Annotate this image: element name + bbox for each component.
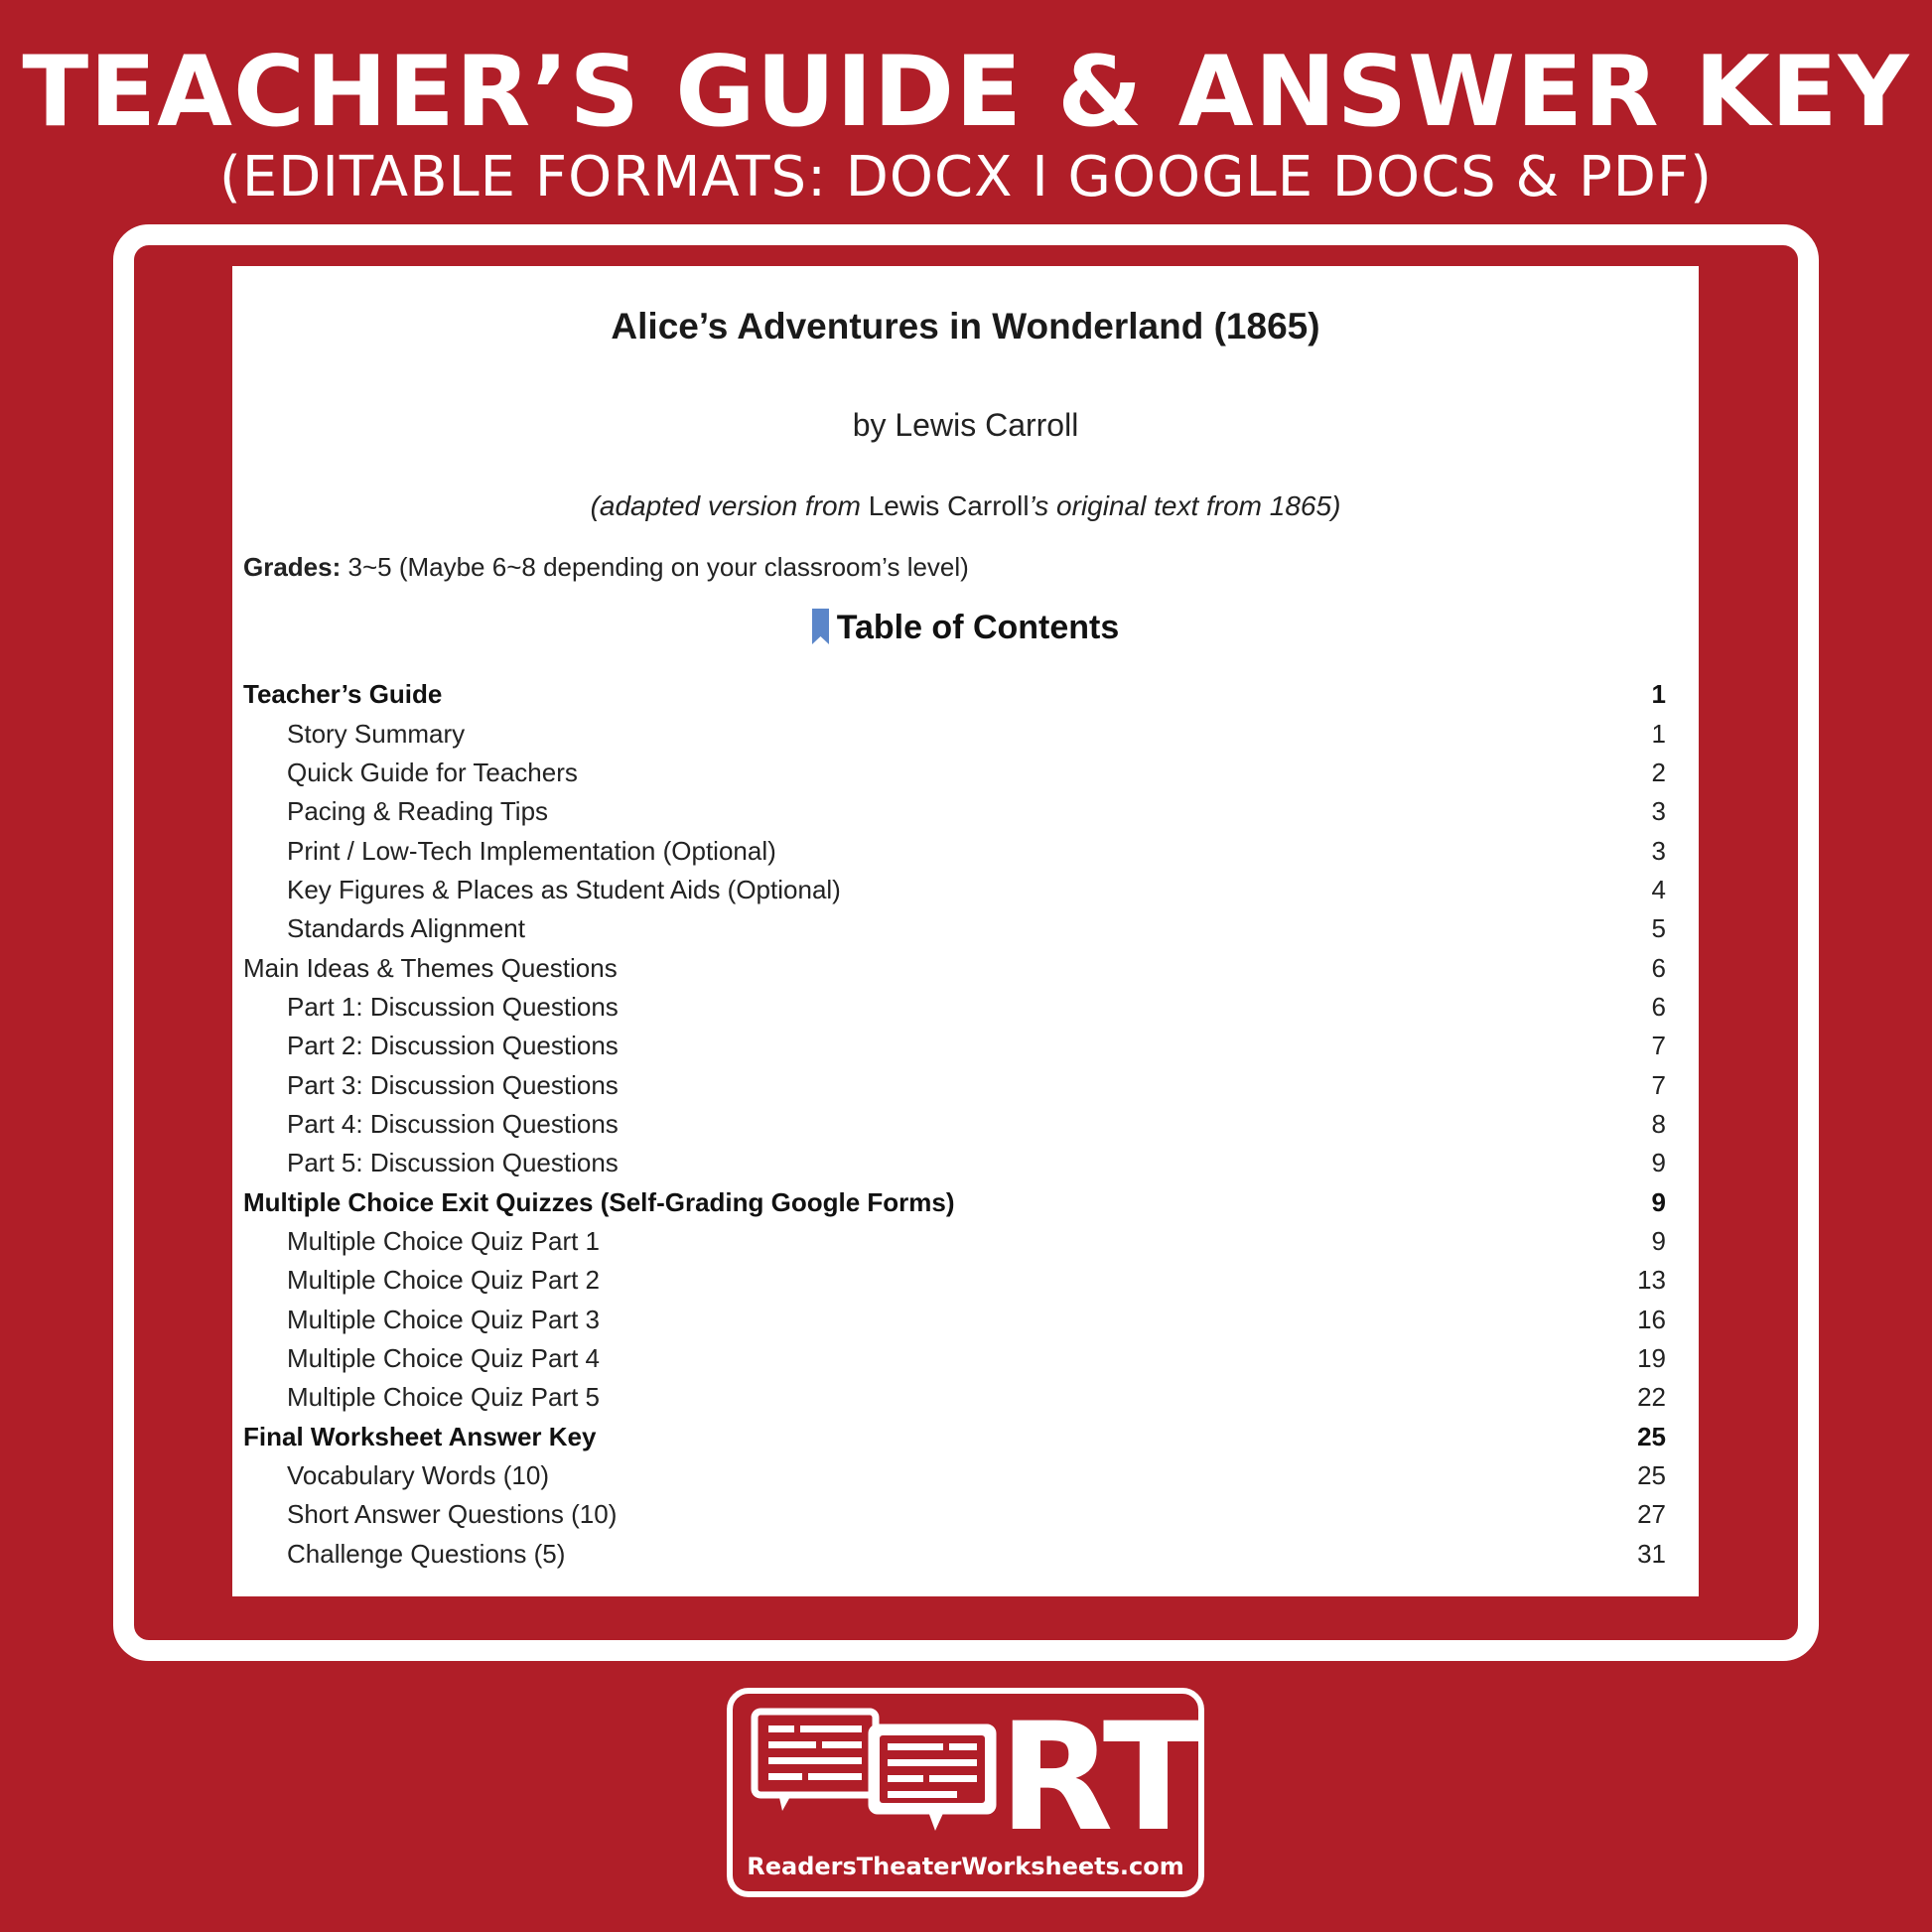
toc-entry-label: Multiple Choice Quiz Part 2 — [287, 1265, 601, 1296]
toc-entry-page: 19 — [1637, 1343, 1666, 1374]
toc-row — [243, 1144, 1666, 1182]
toc-entry-page: 22 — [1637, 1382, 1666, 1413]
toc-list — [243, 675, 1666, 1574]
toc-entry-label: Final Worksheet Answer Key — [243, 1421, 597, 1451]
toc-entry-page: 9 — [1651, 1225, 1666, 1256]
toc-entry-page: 27 — [1637, 1499, 1666, 1530]
document-title: Alice’s Adventures in Wonderland (1865) — [611, 306, 1320, 346]
toc-row — [243, 1456, 1666, 1495]
toc-row — [243, 675, 1666, 714]
toc-row — [243, 1027, 1666, 1065]
toc-entry-page: 6 — [1651, 991, 1666, 1022]
header-title: TEACHER’S GUIDE & ANSWER KEY — [22, 36, 1910, 149]
toc-row — [243, 792, 1666, 831]
toc-entry-page: 6 — [1651, 952, 1666, 983]
toc-heading-label: Table of Contents — [836, 609, 1120, 646]
adapted-note-part-1: (adapted version from — [590, 490, 869, 521]
toc-entry-label: Multiple Choice Quiz Part 1 — [287, 1225, 601, 1256]
toc-row — [243, 948, 1666, 987]
toc-row — [243, 1339, 1666, 1378]
logo-url: ReadersTheaterWorksheets.com — [747, 1853, 1184, 1880]
logo-letters: RT — [999, 1692, 1201, 1864]
toc-entry-label: Part 4: Discussion Questions — [287, 1108, 619, 1139]
toc-entry-label: Challenge Questions (5) — [287, 1538, 566, 1569]
toc-entry-page: 16 — [1637, 1304, 1666, 1334]
toc-row — [243, 871, 1666, 909]
toc-entry-label: Multiple Choice Quiz Part 3 — [287, 1304, 601, 1334]
toc-entry-label: Quick Guide for Teachers — [287, 757, 578, 787]
toc-row — [243, 988, 1666, 1027]
toc-entry-label: Teacher’s Guide — [243, 679, 443, 710]
toc-entry-label: Part 3: Discussion Questions — [287, 1069, 619, 1100]
toc-entry-label: Print / Low-Tech Implementation (Optional) — [287, 835, 776, 866]
toc-entry-page: 25 — [1637, 1460, 1666, 1491]
toc-row — [243, 1495, 1666, 1534]
toc-row — [243, 714, 1666, 753]
grades-line — [243, 552, 969, 583]
toc-entry-label: Main Ideas & Themes Questions — [243, 952, 618, 983]
toc-entry-label: Vocabulary Words (10) — [287, 1460, 549, 1491]
toc-entry-label: Standards Alignment — [287, 913, 525, 944]
toc-heading — [232, 609, 1699, 647]
document-page — [232, 266, 1699, 1596]
toc-entry-page: 5 — [1651, 913, 1666, 944]
grades-value: 3~5 (Maybe 6~8 depending on your classroom’s level) — [341, 552, 969, 582]
document-author: by Lewis Carroll — [852, 407, 1079, 443]
toc-entry-page: 2 — [1651, 757, 1666, 787]
toc-entry-label: Key Figures & Places as Student Aids (Optional) — [287, 874, 841, 904]
toc-entry-label: Short Answer Questions (10) — [287, 1499, 618, 1530]
toc-entry-page: 9 — [1651, 1148, 1666, 1178]
toc-row — [243, 831, 1666, 870]
toc-entry-label: Multiple Choice Exit Quizzes (Self-Grading Google Forms) — [243, 1186, 955, 1217]
toc-row — [243, 1301, 1666, 1339]
toc-entry-label: Multiple Choice Quiz Part 5 — [287, 1382, 601, 1413]
header-subtitle: (EDITABLE FORMATS: DOCX I GOOGLE DOCS & PDF) — [219, 145, 1713, 209]
toc-entry-page: 3 — [1651, 796, 1666, 827]
toc-entry-label: Pacing & Reading Tips — [287, 796, 549, 827]
adapted-note — [232, 490, 1699, 522]
toc-entry-label: Part 5: Discussion Questions — [287, 1148, 619, 1178]
toc-entry-page: 1 — [1651, 679, 1666, 710]
toc-entry-label: Story Summary — [287, 718, 466, 749]
toc-entry-label: Part 2: Discussion Questions — [287, 1031, 619, 1061]
adapted-note-author: Lewis Carroll — [868, 490, 1030, 521]
toc-entry-page: 9 — [1651, 1186, 1666, 1217]
toc-row — [243, 1535, 1666, 1574]
grades-label: Grades: — [243, 552, 342, 582]
toc-row — [243, 1065, 1666, 1104]
speech-bubbles-icon — [751, 1708, 999, 1837]
toc-entry-page: 1 — [1651, 718, 1666, 749]
bookmark-icon — [812, 609, 829, 644]
toc-row — [243, 1261, 1666, 1300]
toc-row — [243, 1105, 1666, 1144]
toc-entry-page: 25 — [1637, 1421, 1666, 1451]
toc-entry-label: Part 1: Discussion Questions — [287, 991, 619, 1022]
adapted-note-part-2: ’s original text from 1865) — [1029, 490, 1341, 521]
toc-row — [243, 1418, 1666, 1456]
toc-entry-page: 31 — [1637, 1538, 1666, 1569]
toc-entry-page: 13 — [1637, 1265, 1666, 1296]
toc-entry-page: 3 — [1651, 835, 1666, 866]
toc-entry-page: 7 — [1651, 1069, 1666, 1100]
toc-entry-label: Multiple Choice Quiz Part 4 — [287, 1343, 601, 1374]
toc-row — [243, 1378, 1666, 1417]
toc-row — [243, 1222, 1666, 1261]
toc-entry-page: 7 — [1651, 1031, 1666, 1061]
toc-row — [243, 754, 1666, 792]
toc-entry-page: 8 — [1651, 1108, 1666, 1139]
toc-row — [243, 1182, 1666, 1221]
toc-entry-page: 4 — [1651, 874, 1666, 904]
site-logo — [727, 1688, 1204, 1897]
toc-row — [243, 909, 1666, 948]
